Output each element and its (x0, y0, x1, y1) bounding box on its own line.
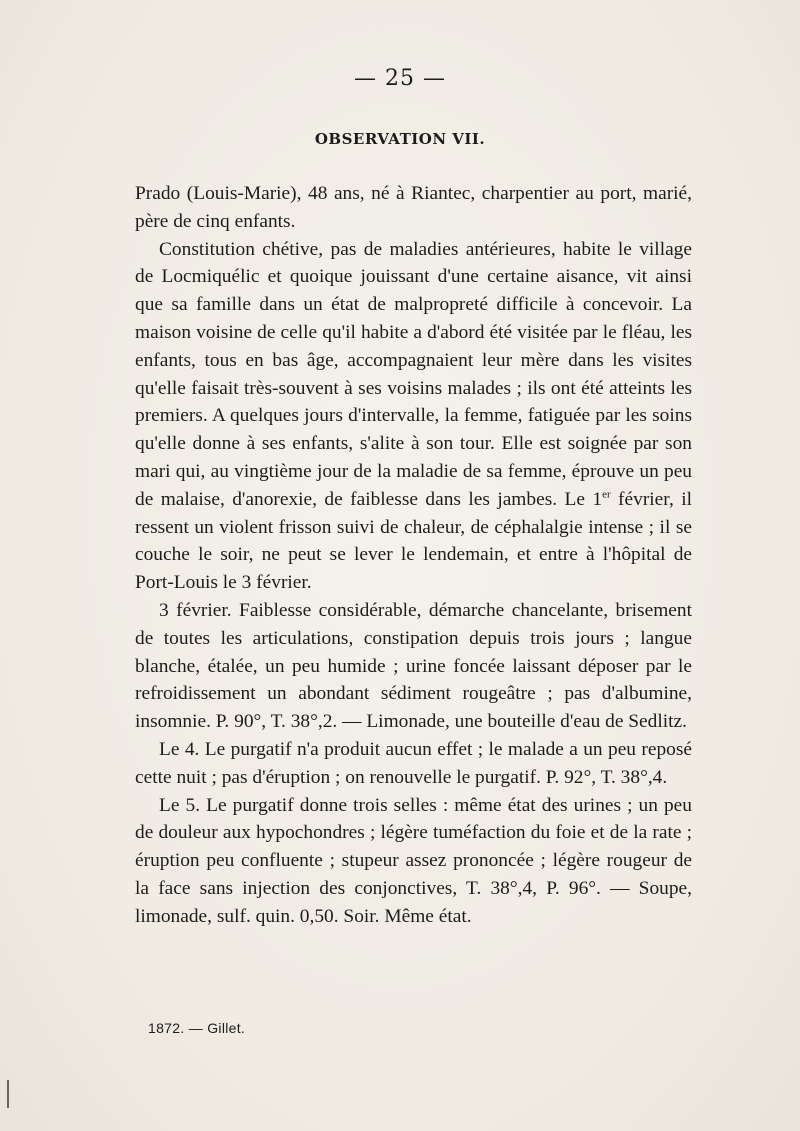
history-text: Constitution chétive, pas de maladies antérieures, habite le village de Locmiquélic et quoique jouissant d'une certaine aisance, vit ainsi que sa famille dans un état de malpropreté difficile à concevoir. La maison voisine de celle qu'il habite a d'abord été visitée par le fléau, les enfants, tous en bas âge, accompagnaient leur mère dans les visites qu'elle faisait très-souvent à ses voisins malades ; ils ont été atteints les premiers. A quelques jours d'intervalle, la femme, fatiguée par les soins qu'elle donne à ses enfants, s'alite à son tour. Elle est soignée par son mari qui, au vingtième jour de la maladie de sa femme, éprouve un peu de malaise, d'anorexie, de faiblesse dans les jambes. (135, 238, 692, 510)
paragraph-feb-3: 3 février. Faiblesse considérable, démarche chancelante, brisement de toutes les articulations, constipation depuis trois jours ; langue blanche, étalée, un peu humide ; urine foncée laissant déposer par le refroidissement un abondant sédiment rougeâtre ; pas d'albumine, insomnie. P. 90°, T. 38°,2. — Limonade, une bouteille d'eau de Sedlitz. (135, 599, 692, 733)
paragraph-day-4: Le 4. Le purgatif n'a produit aucun effet ; le malade a un peu reposé cette nuit ; pas d'éruption ; on renouvelle le purgatif. P. 92°, T. 38°,4. (135, 738, 692, 788)
observation-body (135, 180, 692, 931)
margin-mark (7, 1080, 9, 1108)
feb1-text: février, il ressent un violent frisson suivi de chaleur, de céphalalgie intense ; il se couche le soir, ne peut se lever le lendemain, et entre à l'hôpital de Port-Louis le 3 février. (135, 488, 692, 594)
feb1-prefix: Le 1 (564, 488, 603, 510)
feb1-superscript: er (602, 488, 611, 501)
signature-footer: 1872. — Gillet. (148, 1020, 246, 1036)
observation-heading: OBSERVATION VII. (314, 130, 486, 148)
paragraph-day-5: Le 5. Le purgatif donne trois selles : même état des urines ; un peu de douleur aux hypochondres ; légère tuméfaction du foie et de la rate ; éruption peu confluente ; stupeur assez prononcée ; légère rougeur de la face sans injection des conjonctives, T. 38°,4, P. 96°. — Soupe, limonade, sulf. quin. 0,50. Soir. Même état. (135, 794, 692, 927)
paragraph-patient-identity: Prado (Louis-Marie), 48 ans, né à Riantec, charpentier au port, marié, père de cinq enfants. (135, 183, 692, 232)
page-number: — 25 — (354, 66, 446, 91)
paragraph-history (135, 236, 692, 597)
